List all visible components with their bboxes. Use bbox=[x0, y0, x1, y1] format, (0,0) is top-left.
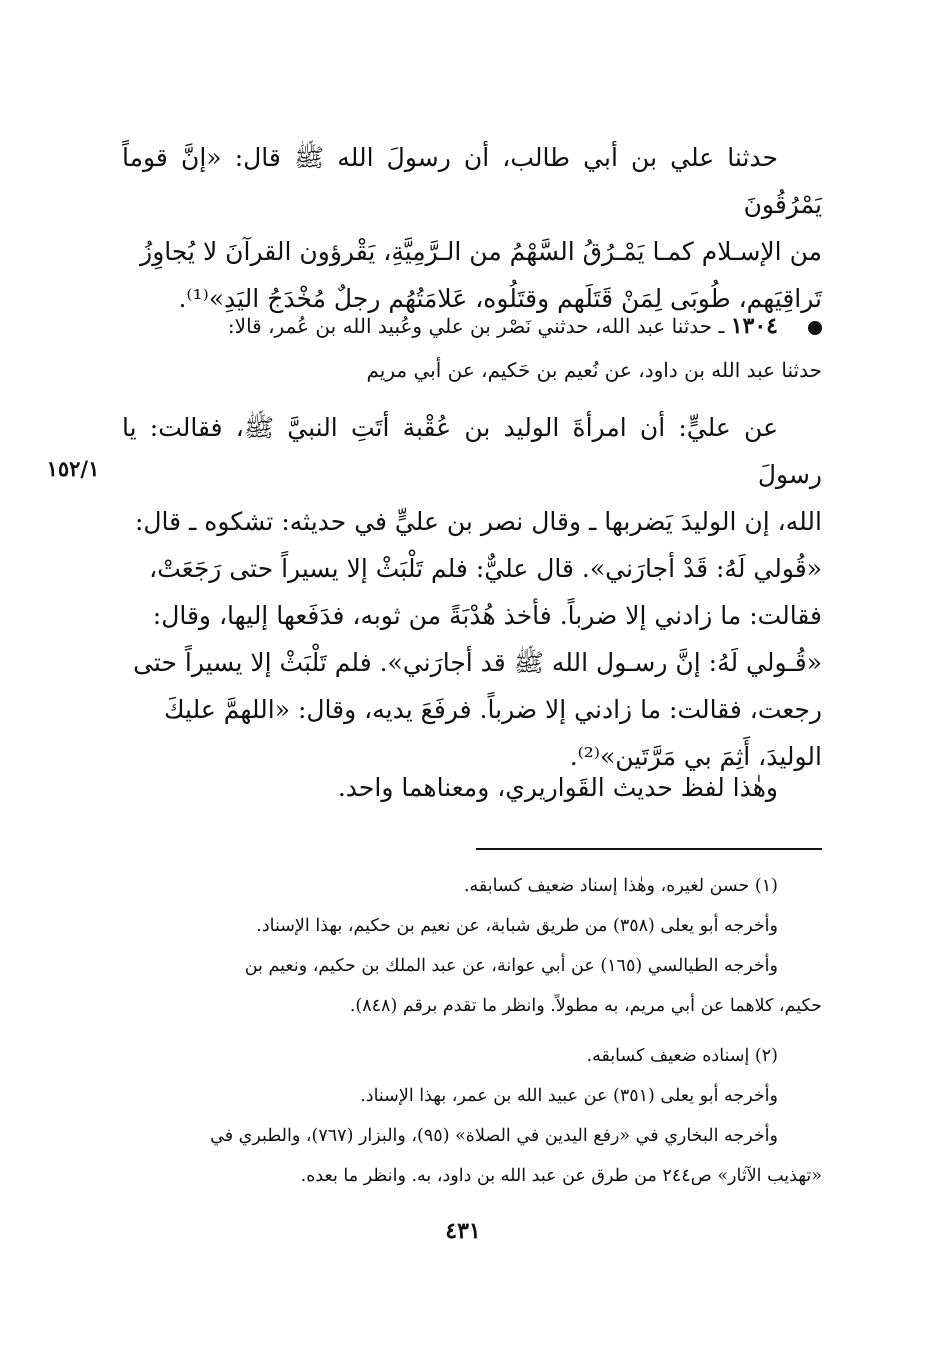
footnote-line: «تهذيب الآثار» ص٢٤٤ من طرق عن عبد الله بن داود، به. وانظر ما بعده. bbox=[300, 1166, 822, 1186]
hadith-chain-text: ـ حدثنا عبد الله، حدثني نَصْر بن علي وعُبيد الله بن عُمر، قالا: bbox=[227, 314, 725, 338]
hadith-header-line-2: حدثنا عبد الله بن داود، عن نُعيم بن حَكيم، عن أبي مريم bbox=[366, 358, 822, 382]
footnote-line: حكيم، كلاهما عن أبي مريم، به مطولاً. وانظر ما تقدم برقم (٨٤٨). bbox=[349, 996, 822, 1016]
bullet-icon bbox=[808, 321, 822, 335]
paragraph-2 bbox=[122, 404, 822, 780]
text-line: فقالت: ما زادني إلا ضرباً. فأخذ هُدْبَةً من ثوبه، فدَفَعها إليها، وقال: bbox=[152, 601, 822, 630]
text-line: الوليدَ، أَثِمَ بي مَرَّتَين»⁽²⁾. bbox=[569, 742, 822, 771]
text-line: حدثنا علي بن أبي طالب، أن رسولَ الله ﷺ قال: «إنَّ قوماً يَمْرُقُونَ bbox=[122, 143, 822, 219]
footnote-line: وأخرجه أبو يعلى (٣٥١) عن عبيد الله بن عمر، بهذا الإسناد. bbox=[360, 1086, 778, 1106]
footnote-divider bbox=[476, 848, 822, 850]
text-line: «قُولي لَهُ: قَدْ أجارَني». قال عليٌّ: فلم تَلْبَثْ إلا يسيراً حتى رَجَعَتْ، bbox=[149, 554, 822, 583]
footnote-2 bbox=[122, 1036, 822, 1196]
paragraph-1 bbox=[122, 134, 822, 322]
footnote-line: (١) حسن لغيره، وهٰذا إسناد ضعيف كسابقه. bbox=[463, 876, 778, 896]
footnote-line: وأخرجه أبو يعلى (٣٥٨) من طريق شبابة، عن نعيم بن حكيم، بهذا الإسناد. bbox=[256, 916, 778, 936]
hadith-number: ١٣٠٤ bbox=[730, 313, 778, 339]
text-line: وهٰذا لفظ حديث القَواريري، ومعناهما واحد. bbox=[337, 773, 778, 802]
footnote-line: وأخرجه البخاري في «رفع اليدين في الصلاة» (٩٥)، والبزار (٧٦٧)، والطبري في bbox=[210, 1126, 778, 1146]
hadith-header-line-1 bbox=[122, 304, 822, 348]
footnote-line: (٢) إسناده ضعيف كسابقه. bbox=[586, 1046, 778, 1066]
hadith-header bbox=[122, 304, 822, 392]
paragraph-3 bbox=[122, 764, 822, 811]
text-line: الله، إن الوليدَ يَضربها ـ وقال نصر بن عليٍّ في حديثه: تشكوه ـ قال: bbox=[134, 507, 822, 536]
footnote-line: وأخرجه الطيالسي (١٦٥) عن أبي عوانة، عن عبد الملك بن حكيم، ونعيم بن bbox=[244, 956, 778, 976]
text-line: رجعت، فقالت: ما زادني إلا ضرباً. فرفَعَ يديه، وقال: «اللهمَّ عليكَ bbox=[163, 695, 822, 724]
margin-volume-page-reference: ١٥٢/١ bbox=[46, 456, 100, 481]
text-line: «قُـولي لَهُ: إنَّ رسـول الله ﷺ قد أجارَني». فلم تَلْبَثْ إلا يسيراً حتى bbox=[133, 648, 822, 677]
page-number: ٤٣١ bbox=[445, 1218, 481, 1244]
text-line: من الإسـلام كمـا يَمْـرُقُ السَّهْمُ من الـرَّمِيَّةِ، يَقْرؤون القرآنَ لا يُجاوِزُ bbox=[140, 237, 822, 266]
text-line: تَراقِيَهم، طُوبَى لِمَنْ قَتَلَهم وقتَلُوه، عَلامَتُهُم رجلٌ مُخْدَجُ اليَدِ»⁽¹⁾. bbox=[178, 284, 822, 313]
footnote-1 bbox=[122, 866, 822, 1026]
text-line: عن عليٍّ: أن امرأةَ الوليد بن عُقْبة أتَتِ النبيَّ ﷺ، فقالت: يا رسولَ bbox=[122, 413, 822, 489]
